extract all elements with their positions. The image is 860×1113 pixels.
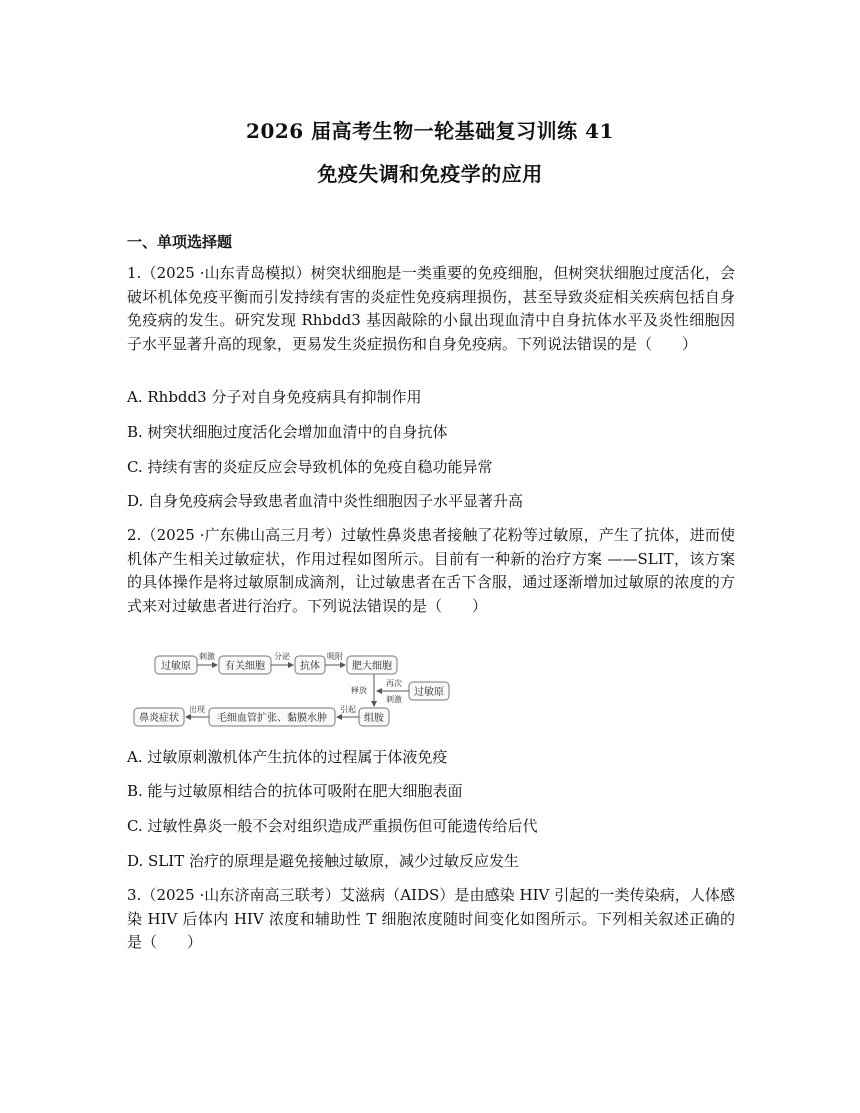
label-allergen: 过敏原 [161, 661, 191, 672]
arrow-label-secrete: 分泌 [274, 652, 290, 661]
section-heading: 一、单项选择题 [127, 233, 233, 251]
question-1-option-a: A. Rhbdd3 分子对自身免疫病具有抑制作用 [127, 388, 422, 406]
question-1-stem: 1.（2025 ·山东青岛模拟）树突状细胞是一类重要的免疫细胞，但树突状细胞过度活化，会破坏机体免疫平衡而引发持续有害的炎症性免疫病理损伤，甚至导致炎症相关疾病包括自身免疫病的发生。研究发现 Rhbdd3 基因敲除的小鼠出现血清中自身抗体水平及炎性细胞因子水平显著升高的现象，更易发生炎症损伤和自身免疫病。下列说法错误的是（ ） [127, 264, 735, 353]
label-capillary: 毛细血管扩张、黏膜水肿 [217, 713, 327, 724]
question-2-stem: 2.（2025 ·广东佛山高三月考）过敏性鼻炎患者接触了花粉等过敏原，产生了抗体，进而使机体产生相关过敏症状，作用过程如图所示。目前有一种新的治疗方案 ——SLIT，该方案的具体操作是将过敏原制成滴剂，让过敏患者在舌下含服，通过逐渐增加过敏原的浓度的方式来对过敏患者进行治疗。下列说法错误的是（ ） [127, 526, 735, 615]
arrow-label-stimulate: 刺激 [199, 652, 215, 661]
question-3-stem: 3.（2025 ·山东济南高三联考）艾滋病（AIDS）是由感染 HIV 引起的一类传染病，人体感染 HIV 后体内 HIV 浓度和辅助性 T 细胞浓度随时间变化如图所示。下列相关叙述正确的是（ ） [127, 886, 735, 951]
question-1-option-b: B. 树突状细胞过度活化会增加血清中的自身抗体 [127, 423, 448, 441]
question-1-option-d: D. 自身免疫病会导致患者血清中炎性细胞因子水平显著升高 [127, 492, 524, 510]
arrow-label-adsorb: 吸附 [327, 652, 343, 661]
arrow-label-again: 再次 [386, 679, 402, 688]
document-subtitle: 免疫失调和免疫学的应用 [317, 162, 543, 186]
question-2-option-d: D. SLIT 治疗的原理是避免接触过敏原，减少过敏反应发生 [127, 852, 519, 870]
label-symptom: 鼻炎症状 [139, 713, 179, 724]
question-2-option-c: C. 过敏性鼻炎一般不会对组织造成严重损伤但可能遗传给后代 [127, 817, 538, 835]
document-title: 2026 届高考生物一轮基础复习训练 41 [246, 119, 614, 143]
arrow-label-appear: 出现 [189, 705, 205, 714]
label-antibody: 抗体 [300, 661, 320, 672]
label-mast-cell: 肥大细胞 [352, 661, 392, 672]
label-allergen-2: 过敏原 [414, 687, 444, 698]
allergy-process-diagram [133, 648, 463, 730]
arrow-label-release: 释放 [351, 686, 367, 695]
question-2-option-a: A. 过敏原刺激机体产生抗体的过程属于体液免疫 [127, 748, 448, 766]
question-2-option-b: B. 能与过敏原相结合的抗体可吸附在肥大细胞表面 [127, 782, 463, 800]
question-1-option-c: C. 持续有害的炎症反应会导致机体的免疫自稳功能异常 [127, 458, 493, 476]
label-histamine: 组胺 [364, 713, 384, 724]
arrow-label-cause: 引起 [340, 705, 356, 714]
label-related-cells: 有关细胞 [225, 661, 265, 672]
arrow-label-stimulate-2: 刺激 [386, 695, 402, 704]
